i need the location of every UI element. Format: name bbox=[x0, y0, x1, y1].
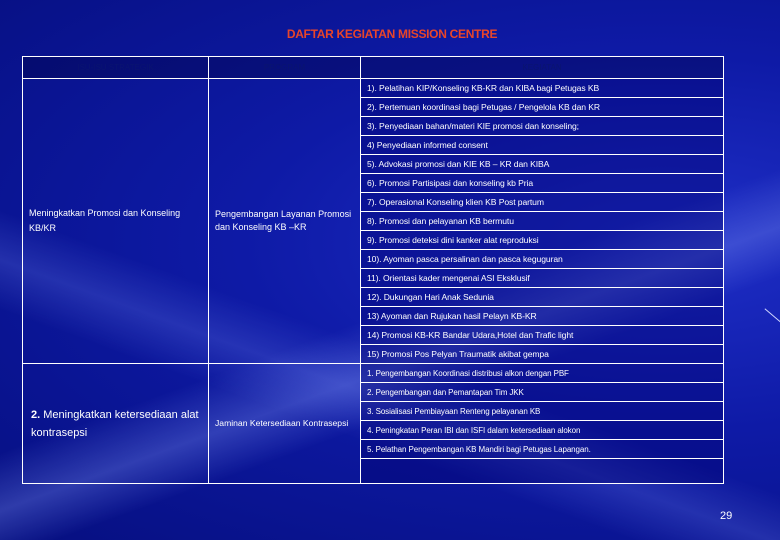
kegiatan-cell: 10). Ayoman pasca persalinan dan pasca keguguran bbox=[361, 250, 724, 269]
kegiatan-cell: 2). Pertemuan koordinasi bagi Petugas / Pengelola KB dan KR bbox=[361, 98, 724, 117]
program-cell: Jaminan Ketersediaan Kontrasepsi bbox=[209, 364, 361, 484]
kegiatan-cell: 7). Operasional Konseling klien KB Post partum bbox=[361, 193, 724, 212]
decorative-streak bbox=[764, 308, 780, 324]
header-program: PROGRAM bbox=[209, 57, 361, 79]
program-cell: Pengembangan Layanan Promosi dan Konseling KB –KR bbox=[209, 79, 361, 364]
kegiatan-cell: 1). Pelatihan KIP/Konseling KB-KR dan KIBA bagi Petugas KB bbox=[361, 79, 724, 98]
header-kegiatan: KEGIATAN bbox=[361, 57, 724, 79]
kegiatan-cell: 4. Peningkatan Peran IBI dan ISFI dalam ketersediaan alokon bbox=[361, 421, 724, 440]
kegiatan-cell bbox=[361, 459, 724, 484]
kegiatan-cell: 4) Penyediaan informed consent bbox=[361, 136, 724, 155]
isu-cell bbox=[23, 79, 209, 364]
table-row bbox=[23, 364, 724, 383]
kegiatan-cell: 14) Promosi KB-KR Bandar Udara,Hotel dan Trafic light bbox=[361, 326, 724, 345]
kegiatan-cell: 6). Promosi Partisipasi dan konseling kb Pria bbox=[361, 174, 724, 193]
table-header-row bbox=[23, 57, 724, 79]
activity-table bbox=[22, 56, 724, 484]
isu-number: 2. bbox=[31, 408, 41, 421]
kegiatan-cell: 3. Sosialisasi Pembiayaan Renteng pelayanan KB bbox=[361, 402, 724, 421]
table-row bbox=[23, 79, 724, 98]
kegiatan-cell: 15) Promosi Pos Pelyan Traumatik akibat gempa bbox=[361, 345, 724, 364]
kegiatan-cell: 2. Pengembangan dan Pemantapan Tim JKK bbox=[361, 383, 724, 402]
isu-text: Meningkatkan Promosi dan Konseling KB/KR bbox=[29, 208, 181, 233]
kegiatan-cell: 13) Ayoman dan Rujukan hasil Pelayn KB-KR bbox=[361, 307, 724, 326]
kegiatan-cell: 5). Advokasi promosi dan KIE KB – KR dan KIBA bbox=[361, 155, 724, 174]
kegiatan-cell: 11). Orientasi kader mengenai ASI Eksklusif bbox=[361, 269, 724, 288]
slide-title: DAFTAR KEGIATAN MISSION CENTRE bbox=[286, 27, 498, 41]
kegiatan-cell: 3). Penyediaan bahan/materi KIE promosi dan konseling; bbox=[361, 117, 724, 136]
kegiatan-cell: 9). Promosi deteksi dini kanker alat reproduksi bbox=[361, 231, 724, 250]
header-isu: ISU-ISU STRATEGIK bbox=[23, 57, 209, 79]
page-number: 29 bbox=[720, 510, 733, 522]
isu-text: Meningkatkan ketersediaan alat kontrasepsi bbox=[31, 408, 199, 439]
kegiatan-cell: 12). Dukungan Hari Anak Sedunia bbox=[361, 288, 724, 307]
kegiatan-cell: 5. Pelathan Pengembangan KB Mandiri bagi Petugas Lapangan. bbox=[361, 440, 724, 459]
kegiatan-cell: 1. Pengembangan Koordinasi distribusi alkon dengan PBF bbox=[361, 364, 724, 383]
kegiatan-cell: 8). Promosi dan pelayanan KB bermutu bbox=[361, 212, 724, 231]
isu-cell bbox=[23, 364, 209, 484]
